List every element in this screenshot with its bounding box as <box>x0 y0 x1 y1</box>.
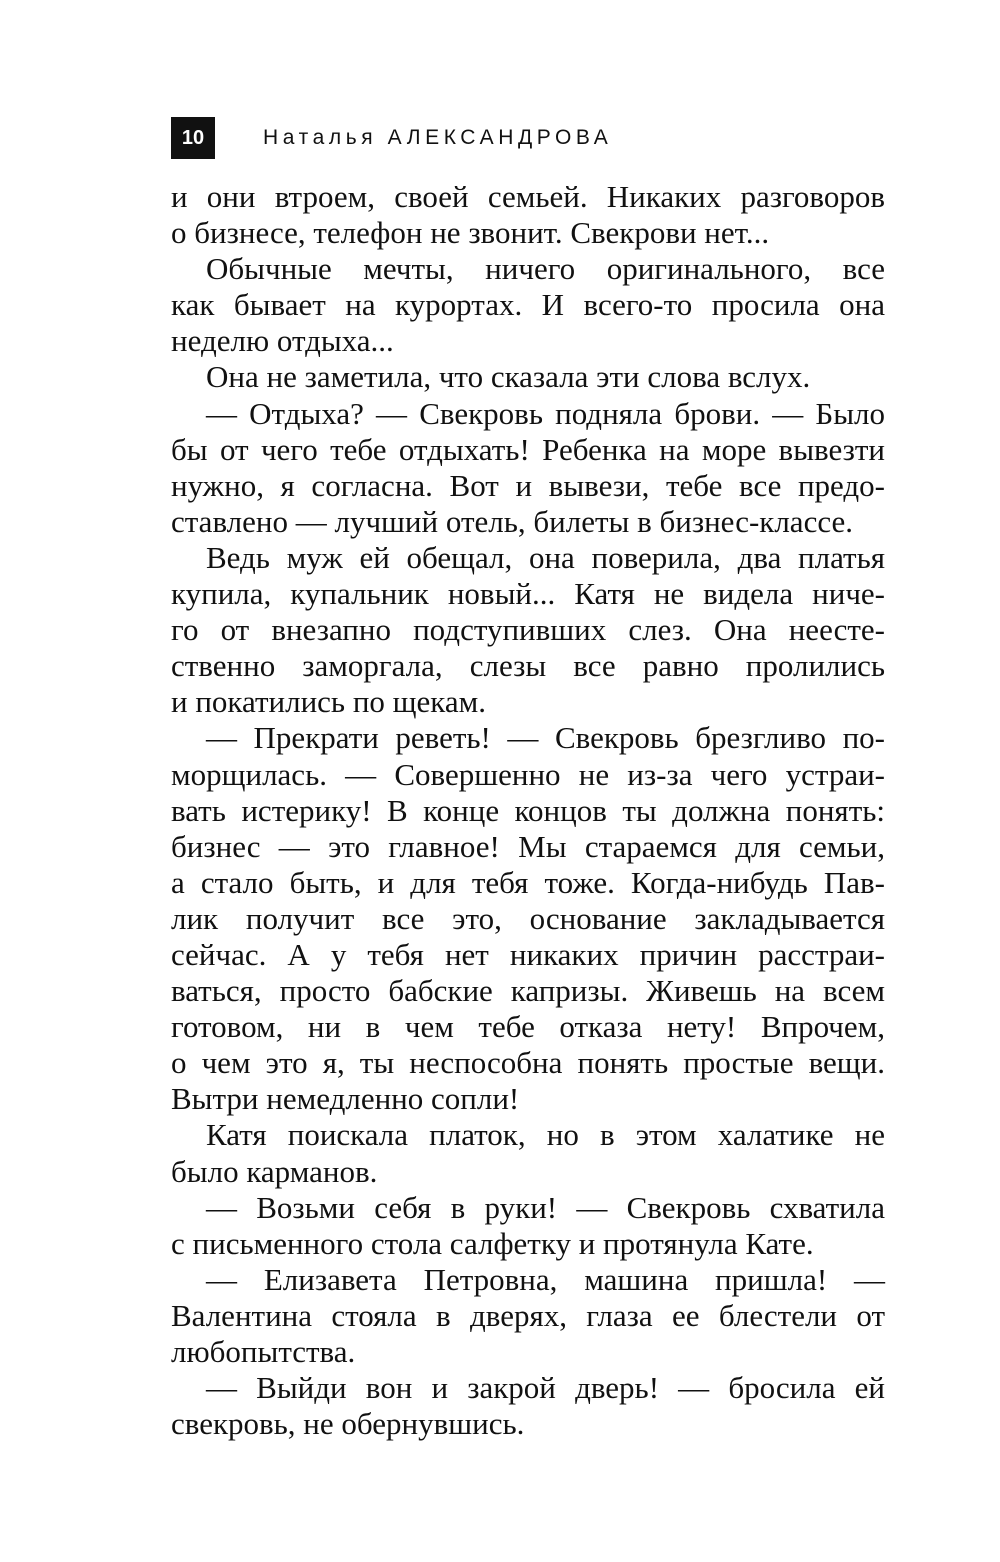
author-name: Наталья АЛЕКСАНДРОВА <box>263 126 613 149</box>
text-line: сейчас. А у тебя нет никаких причин расстраи- <box>171 936 885 972</box>
text-line: купила, купальник новый... Катя не видела ниче- <box>171 576 885 612</box>
text-line: о чем это я, ты неспособна понять простые вещи. <box>171 1045 885 1081</box>
text-line: готовом, ни в чем тебе отказа нету! Впрочем, <box>171 1009 885 1045</box>
text-line: го от внезапно подступивших слез. Она неесте- <box>171 612 885 648</box>
text-line: бизнес — это главное! Мы стараемся для семьи, <box>171 828 885 864</box>
text-line: о бизнесе, телефон не звонит. Свекрови нет... <box>171 215 770 251</box>
text-line: с письменного стола салфетку и протянула Кате. <box>171 1225 814 1261</box>
text-line: — Прекрати реветь! — Свекровь брезгливо по- <box>206 720 885 756</box>
text-line: а стало быть, и для тебя тоже. Когда-нибудь Пав- <box>171 864 885 900</box>
text-line: — Отдыха? — Свекровь подняла брови. — Было <box>206 395 885 431</box>
text-line: и покатились по щекам. <box>171 684 487 720</box>
text-line: бы от чего тебе отдыхать! Ребенка на море вывезти <box>171 431 885 467</box>
text-line: Вытри немедленно сопли! <box>171 1081 520 1117</box>
text-line: нужно, я согласна. Вот и вывези, тебе все предо- <box>171 467 885 503</box>
text-line: лик получит все это, основание закладывается <box>171 900 885 936</box>
text-line: морщилась. — Совершенно не из-за чего устраи- <box>171 756 885 792</box>
text-line: как бывает на курортах. И всего-то просила она <box>171 287 885 323</box>
text-line: было карманов. <box>171 1153 378 1189</box>
text-line: вать истерику! В конце концов ты должна понять: <box>171 792 885 828</box>
text-line: — Елизавета Петровна, машина пришла! — <box>206 1261 885 1297</box>
text-line: ставлено — лучший отель, билеты в бизнес-классе. <box>171 503 853 539</box>
text-line: свекровь, не обернувшись. <box>171 1406 525 1442</box>
text-line: Она не заметила, что сказала эти слова вслух. <box>206 359 811 395</box>
page-number: 10 <box>171 117 215 159</box>
text-line: — Возьми себя в руки! — Свекровь схватила <box>206 1189 885 1225</box>
text-line: Ведь муж ей обещал, она поверила, два платья <box>206 539 885 575</box>
text-line: и они втроем, своей семьей. Никаких разговоров <box>171 179 885 214</box>
running-header <box>171 117 612 159</box>
text-line: Валентина стояла в дверях, глаза ее блестели от <box>171 1297 885 1333</box>
text-line: Катя поискала платок, но в этом халатике не <box>206 1117 885 1153</box>
text-line: ваться, просто бабские капризы. Живешь на всем <box>171 973 885 1009</box>
body-text <box>171 179 885 1442</box>
text-line: ственно заморгала, слезы все равно пролились <box>171 648 885 684</box>
text-line: любопытства. <box>171 1334 356 1369</box>
text-line: — Выйди вон и закрой дверь! — бросила ей <box>206 1370 885 1406</box>
text-line: Обычные мечты, ничего оригинального, все <box>206 251 885 287</box>
text-line: неделю отдыха... <box>171 323 394 359</box>
